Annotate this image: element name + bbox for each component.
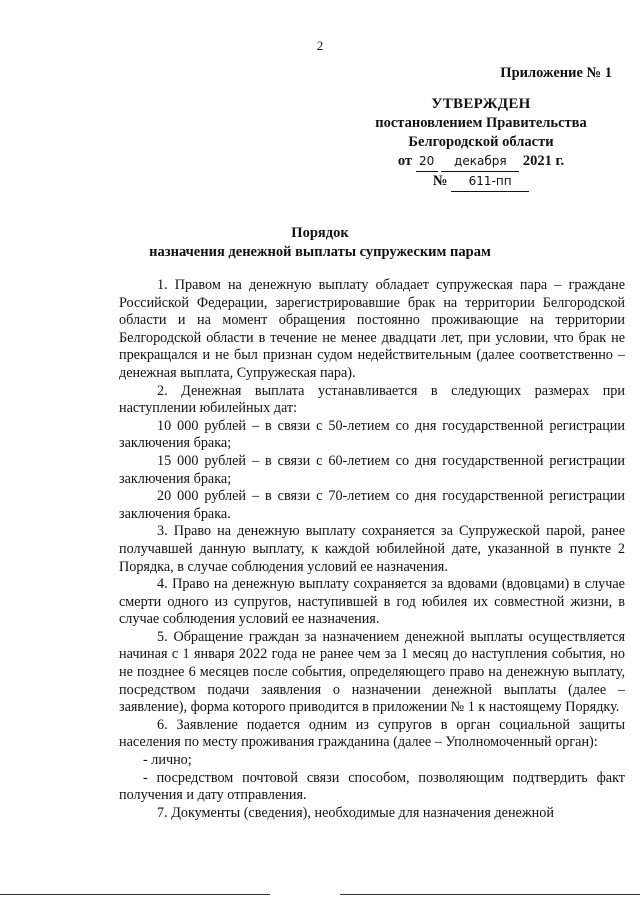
list-item-by-post: - посредством почтовой связи способом, позволяющим подтвердить факт получения и дату отправления.	[119, 769, 625, 804]
approved-by-line1: постановлением Правительства	[375, 115, 587, 131]
date-prefix: от	[397, 153, 413, 169]
date-month-handwritten: декабря	[441, 152, 519, 172]
paragraph-2: 2. Денежная выплата устанавливается в следующих размерах при наступлении юбилейных дат:	[119, 382, 625, 417]
paragraph-4: 4. Право на денежную выплату сохраняется за вдовами (вдовцами) в случае смерти одного из супругов, наступившей в год юбилея их совместной жизни, в случае соблюдения условий ее назначения.	[119, 576, 625, 628]
paragraph-5: 5. Обращение граждан за назначением денежной выплаты осуществляется начиная с 1 января 2022 года не ранее чем за 1 месяц до наступления события, но не позднее 6 месяцев после события, определяющего право на денежную выплату, посредством подачи заявления о назначении денежной выплаты (далее – заявление), форма которого приводится в приложении № 1 к настоящему Порядку.	[119, 628, 625, 716]
approved-by-line2: Белгородской области	[408, 134, 554, 150]
paragraph-6: 6. Заявление подается одним из супругов в орган социальной защиты населения по месту проживания гражданина (далее – Уполномоченный орган):	[119, 716, 625, 751]
approved-heading: УТВЕРЖДЕН	[431, 96, 531, 112]
number-prefix: №	[432, 173, 448, 189]
page-number: 2	[316, 38, 324, 53]
document-body	[119, 277, 625, 822]
approval-number-line	[340, 172, 622, 192]
title-line2: назначения денежной выплаты супружеским парам	[149, 244, 491, 260]
list-item-in-person: - лично;	[143, 752, 192, 769]
payment-amount-3: 20 000 рублей – в связи с 70-летием со дня государственной регистрации заключения брака.	[119, 488, 625, 522]
appendix-label: Приложение № 1	[500, 65, 612, 81]
payment-amount-2: 15 000 рублей – в связи с 60-летием со дня государственной регистрации заключения брака;	[119, 452, 625, 487]
date-day-handwritten: 20	[416, 152, 438, 172]
paragraph-3: 3. Право на денежную выплату сохраняется за Супружеской парой, ранее получавшей данную выплату, к каждой юбилейной дате, указанной в пункте 2 Порядка, в случае соблюдения условий ее назначения.	[119, 523, 625, 575]
approval-date-line	[340, 152, 622, 172]
date-year: 2021 г.	[522, 153, 565, 169]
paragraph-7: 7. Документы (сведения), необходимые для назначения денежной	[157, 804, 554, 821]
number-handwritten: 611-пп	[451, 172, 529, 192]
approval-block	[340, 64, 622, 192]
document-title	[40, 224, 600, 262]
bottom-divider-left	[0, 894, 270, 895]
bottom-divider-right	[340, 894, 640, 895]
payment-amount-1: 10 000 рублей – в связи с 50-летием со дня государственной регистрации заключения брака;	[119, 417, 625, 452]
paragraph-1: 1. Правом на денежную выплату обладает супружеская пара – граждане Российской Федерации, зарегистрировавшие брак на территории Белгородской области и на момент обращения постоянно проживающие на территории Белгородской области в течение не менее двадцати лет, при условии, что брак не прекращался и не был признан судом недействительным (далее соответственно – денежная выплата, Супружеская пара).	[119, 277, 625, 381]
title-line1: Порядок	[291, 225, 349, 241]
